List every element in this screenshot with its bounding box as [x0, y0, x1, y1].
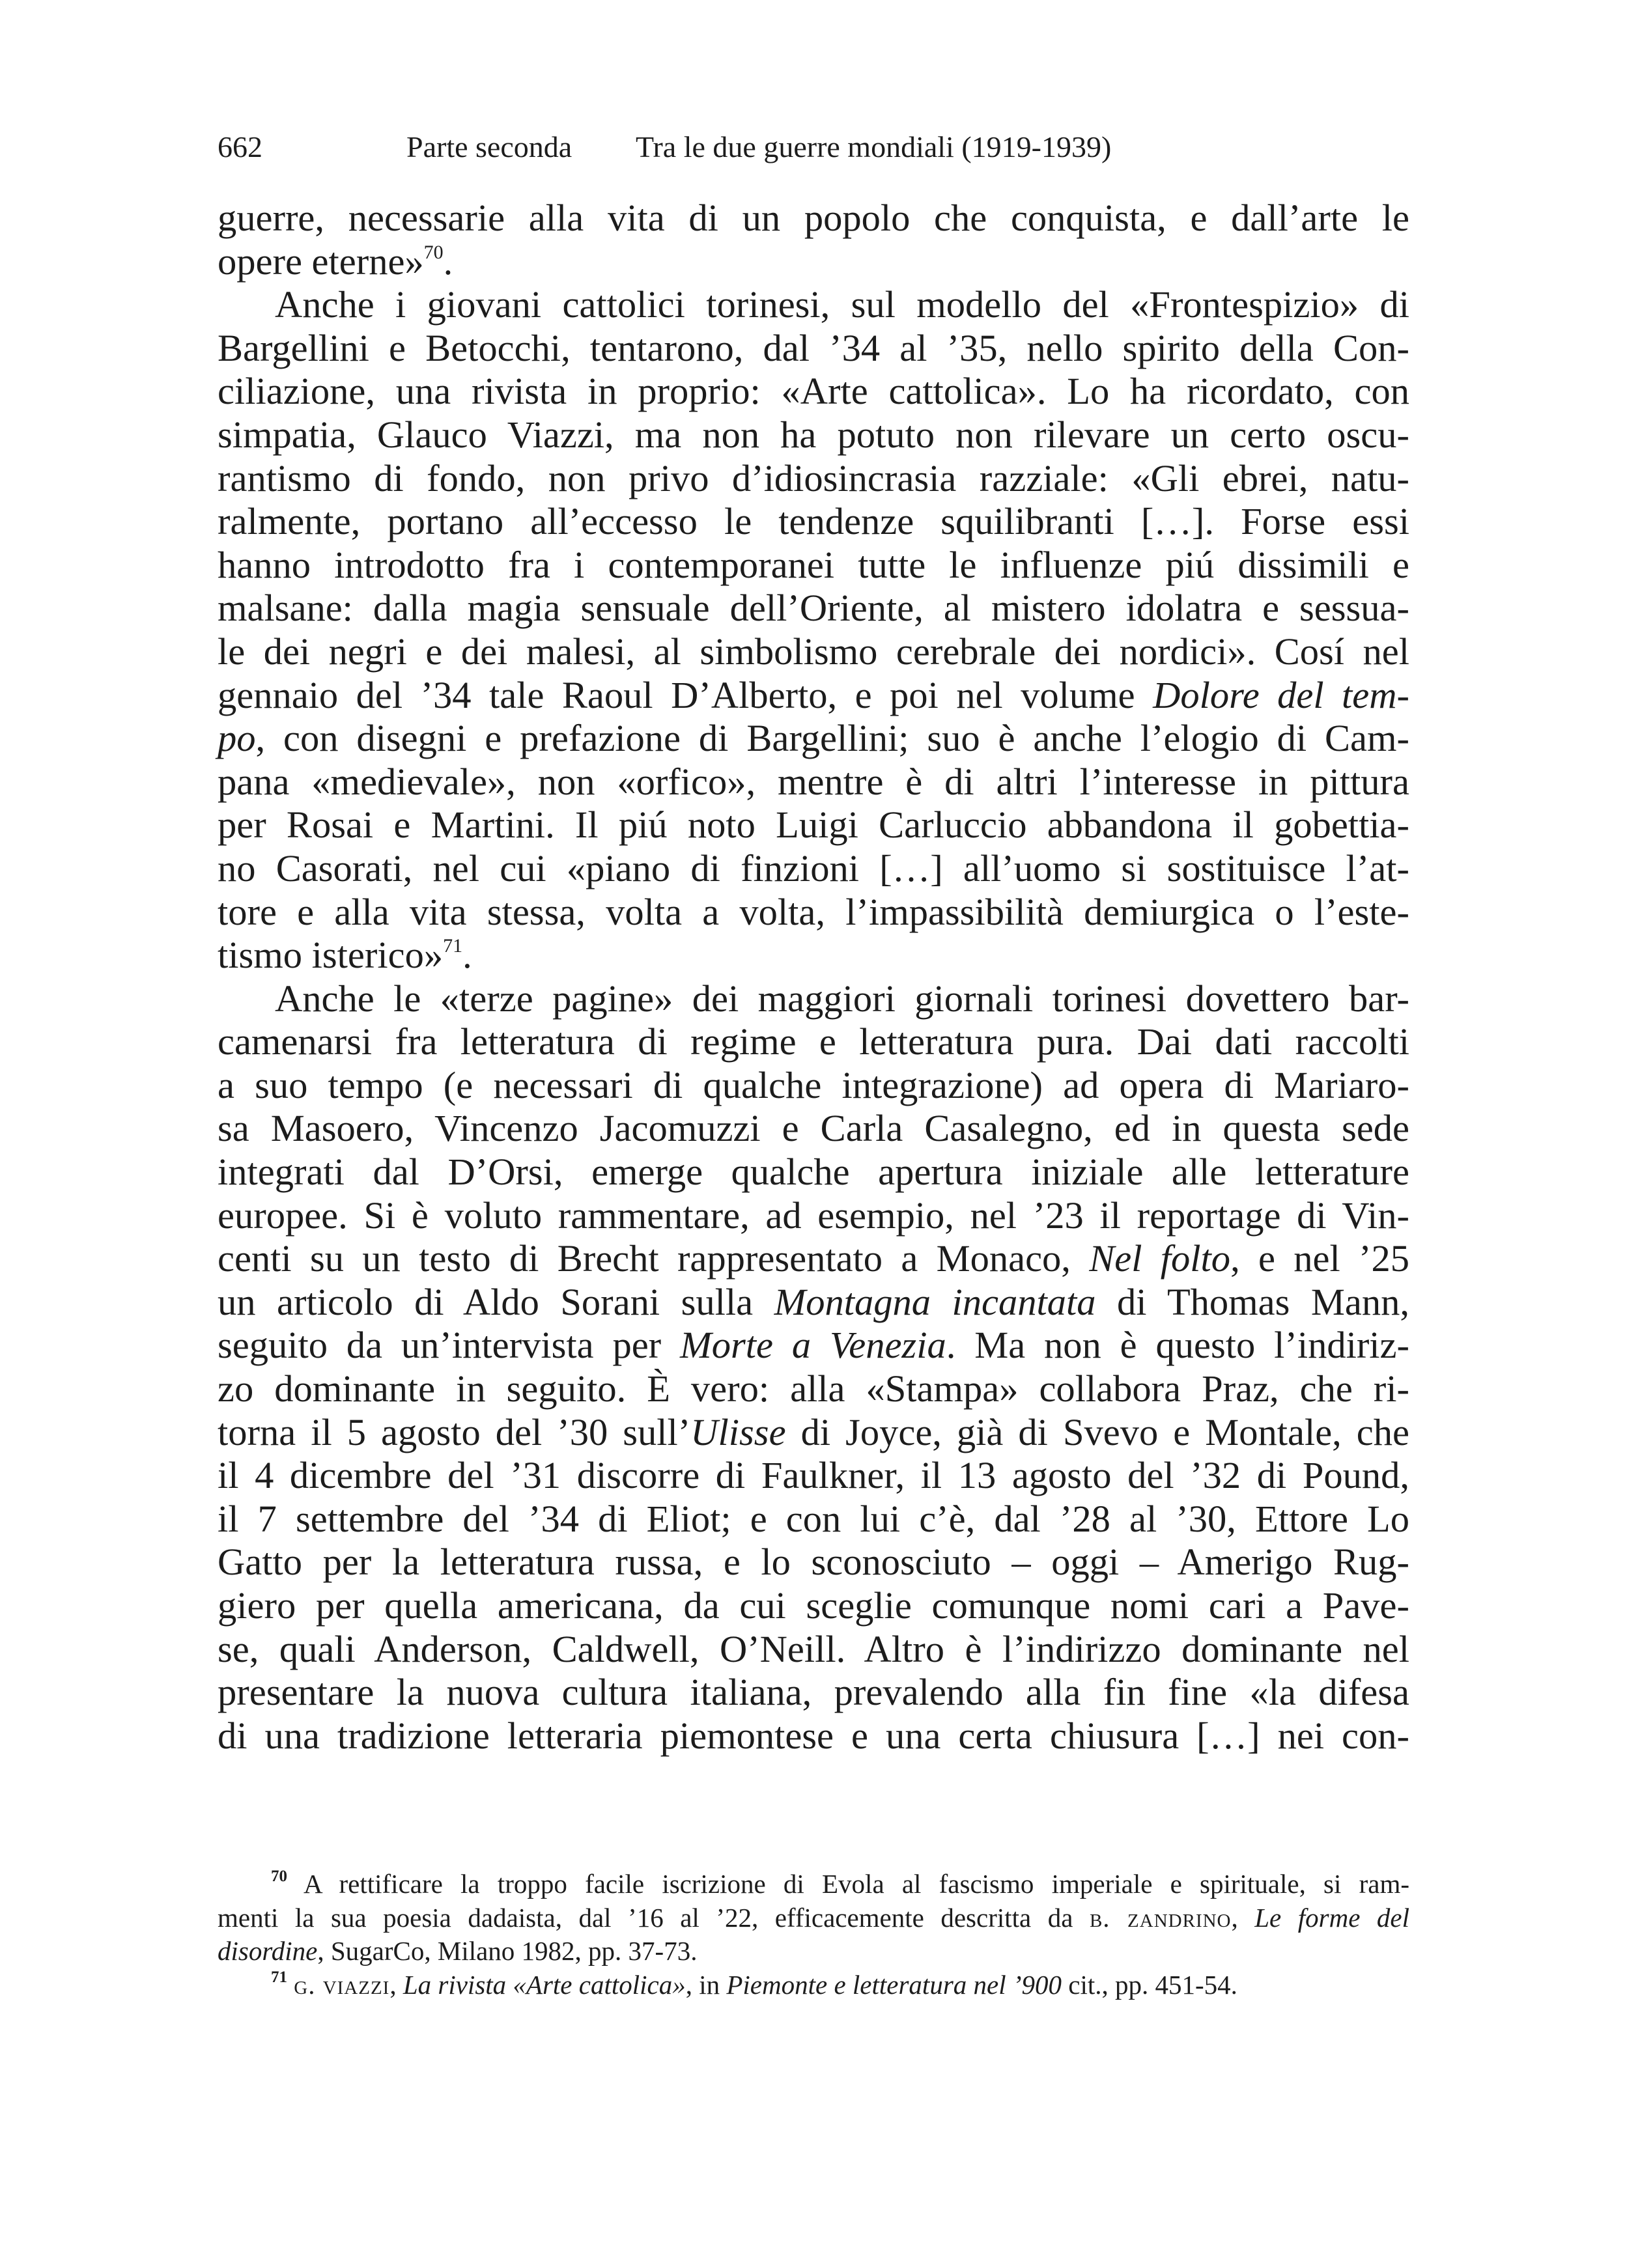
text-line: opere eterne»$^{70}$. — [218, 240, 453, 283]
text-line: malsane: dalla magia sensuale dell’Oriente, al mistero idolatra e sessua- — [218, 587, 1409, 630]
footnote-number: 70 — [271, 1868, 287, 1885]
text-line: un articolo di Aldo Sorani sulla Montagna incantata di Thomas Mann, — [218, 1280, 1410, 1323]
article-title: La rivista «Arte cattolica» — [403, 1969, 686, 2000]
text-line: presentare la nuova cultura italiana, prevalendo alla fin fine «la difesa — [218, 1671, 1409, 1714]
footnotes — [218, 1868, 1409, 2002]
author-name: g. viazzi — [294, 1969, 390, 2000]
footnote-number: 71 — [271, 1968, 287, 1986]
chapter-title: Tra le due guerre mondiali (1919-1939) — [636, 130, 1112, 163]
text-line: di una tradizione letteraria piemontese e una certa chiusura […] nei con- — [218, 1714, 1409, 1757]
text-line: seguito da un’intervista per Morte a Venezia. Ma non è questo l’indiriz- — [218, 1324, 1410, 1367]
text-line: integrati dal D’Orsi, emerge qualche apertura iniziale alle letterature — [218, 1151, 1409, 1194]
section-label: Parte seconda — [406, 130, 572, 163]
text-line: simpatia, Glauco Viazzi, ma non ha potuto non rilevare un certo oscu- — [218, 413, 1409, 456]
text-line: a suo tempo (e necessari di qualche integrazione) ad opera di Mariaro- — [218, 1063, 1409, 1106]
text-line: no Casorati, nel cui «piano di finzioni […] all’uomo si sostituisce l’at- — [218, 847, 1409, 889]
text-line: hanno introdotto fra i contemporanei tutte le influenze piú dissimili e — [218, 543, 1409, 586]
text-line: ralmente, portano all’eccesso le tendenze squilibranti […]. Forse essi — [218, 500, 1409, 543]
footnote-70: $^{70}$ A rettificare la troppo facile iscrizione di Evola al fascismo imperiale e spirituale, si ram- — [271, 1868, 1409, 1899]
text-line: rantismo di fondo, non privo d’idiosincrasia razziale: «Gli ebrei, natu- — [218, 456, 1409, 499]
text-line: torna il 5 agosto del ’30 sull’Ulisse di Joyce, già di Svevo e Montale, che — [218, 1410, 1409, 1453]
text-line: se, quali Anderson, Caldwell, O’Neill. Altro è l’indirizzo dominante nel — [218, 1627, 1409, 1670]
text-line: Gatto per la letteratura russa, e lo sconosciuto – oggi – Amerigo Rug- — [218, 1541, 1409, 1584]
text-line: il 7 settembre del ’34 di Eliot; e con lui c’è, dal ’28 al ’30, Ettore Lo — [218, 1497, 1409, 1540]
text-line: po, con disegni e prefazione di Bargellini; suo è anche l’elogio di Cam- — [218, 717, 1409, 760]
book-title: Piemonte e letteratura nel ’900 — [726, 1969, 1062, 2000]
text-line: zo dominante in seguito. È vero: alla «Stampa» collabora Praz, che ri- — [218, 1367, 1409, 1410]
footnote-line: menti la sua poesia dadaista, dal ’16 al ’22, efficacemente descritta da b. zandrino, Le forme del — [218, 1902, 1410, 1933]
text-line: Anche le «terze pagine» dei maggiori giornali torinesi dovettero bar- — [275, 977, 1409, 1020]
text-line: tismo isterico»$^{71}$. — [218, 934, 472, 977]
text-line: europee. Si è voluto rammentare, ad esempio, nel ’23 il reportage di Vin- — [218, 1194, 1409, 1237]
text-line: sa Masoero, Vincenzo Jacomuzzi e Carla Casalegno, ed in questa sede — [218, 1107, 1409, 1150]
text-line: Bargellini e Betocchi, tentarono, dal ’34 al ’35, nello spirito della Con- — [218, 326, 1409, 369]
footnote-ref-70: 70 — [423, 241, 444, 263]
footnote-line: disordine, SugarCo, Milano 1982, pp. 37-73. — [218, 1936, 698, 1966]
text-line: giero per quella americana, da cui sceglie comunque nomi cari a Pave- — [218, 1584, 1409, 1627]
text-line: centi su un testo di Brecht rappresentato a Monaco, Nel folto, e nel ’25 — [218, 1237, 1410, 1280]
body-text — [218, 197, 1409, 1757]
text-line: ciliazione, una rivista in proprio: «Arte cattolica». Lo ha ricordato, con — [218, 370, 1409, 413]
text-line: tore e alla vita stessa, volta a volta, l’impassibilità demiurgica o l’este- — [218, 890, 1409, 933]
text-line: il 4 dicembre del ’31 discorre di Faulkner, il 13 agosto del ’32 di Pound, — [218, 1454, 1409, 1497]
text-line: guerre, necessarie alla vita di un popolo che conquista, e dall’arte le — [218, 197, 1409, 239]
text-line: camenarsi fra letteratura di regime e letteratura pura. Dai dati raccolti — [218, 1020, 1409, 1063]
author-name: b. zandrino — [1089, 1902, 1232, 1933]
text-line: Anche i giovani cattolici torinesi, sul modello del «Frontespizio» di — [275, 283, 1409, 326]
footnote-71: $^{71}$ g. viazzi, La rivista «Arte cattolica», in Piemonte e letteratura nel ’900 cit., pp. 451-54. — [271, 1968, 1237, 2000]
text-line: gennaio del ’34 tale Raoul D’Alberto, e poi nel volume Dolore del tem- — [218, 673, 1409, 716]
text-line: per Rosai e Martini. Il piú noto Luigi Carluccio abbandona il gobettia- — [218, 804, 1409, 847]
running-head — [218, 121, 1409, 173]
footnote-ref-71: 71 — [443, 935, 463, 957]
text-line: le dei negri e dei malesi, al simbolismo cerebrale dei nordici». Cosí nel — [218, 630, 1409, 673]
book-title: Le forme del — [1254, 1902, 1410, 1933]
text-line: pana «medievale», non «orfico», mentre è di altri l’interesse in pittura — [218, 760, 1409, 803]
page-number: 662 — [218, 130, 262, 163]
